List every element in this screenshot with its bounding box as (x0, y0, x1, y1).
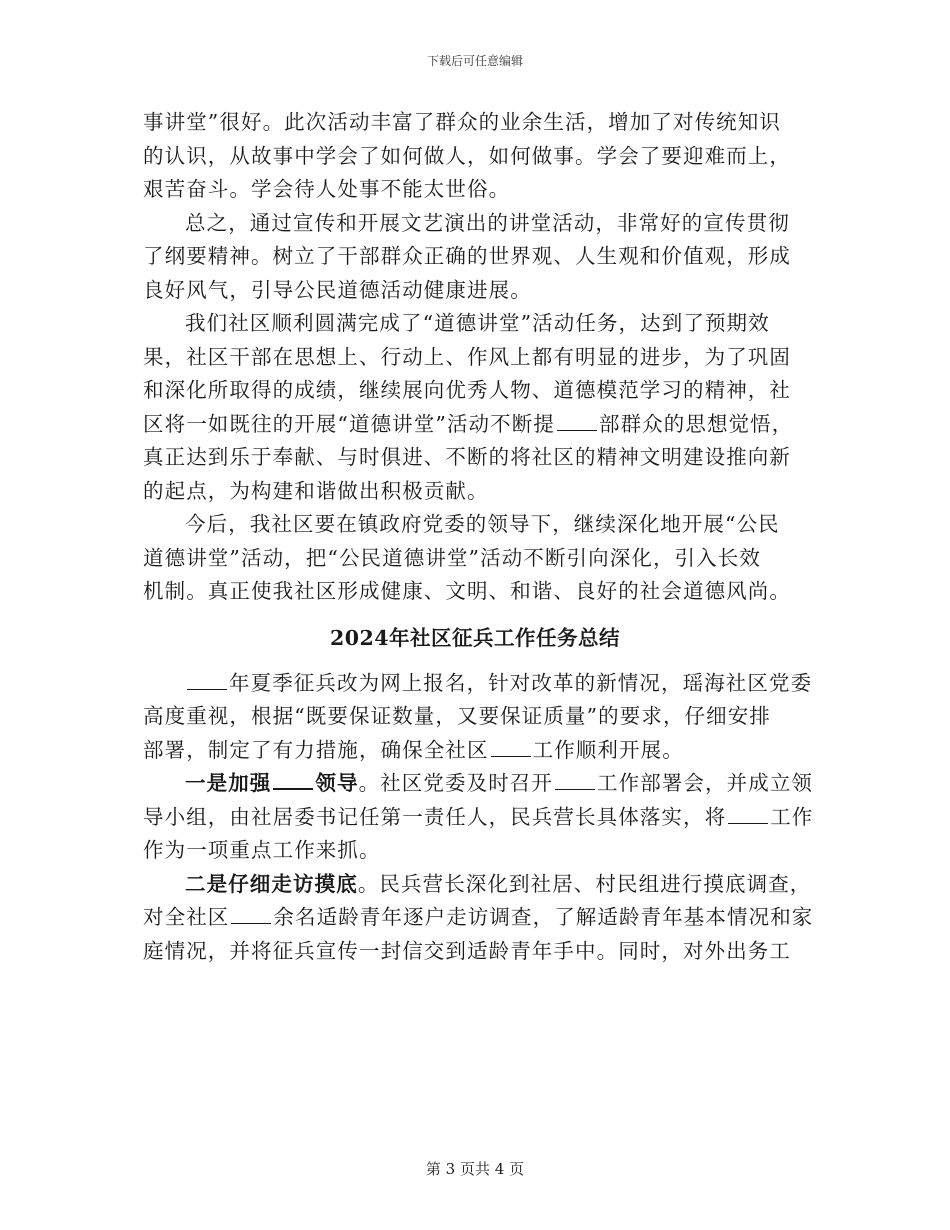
text-segment: 导小组，由社居委书记任第一责任人，民兵营长具体落实，将 (143, 804, 727, 829)
text-segment: 对全社区 (143, 905, 230, 929)
fill-in-blank (273, 770, 313, 790)
fill-in-blank (187, 671, 227, 690)
paragraph (143, 667, 813, 768)
text-line: 事讲堂”很好。此次活动丰富了群众的业余生活，增加了对传统知识 (143, 110, 781, 134)
bold-lead-text: 一是加强 (185, 771, 272, 795)
fill-in-blank (231, 905, 271, 924)
text-line: 今后，我社区要在镇政府党委的领导下，继续深化地开展“公民 (185, 512, 780, 536)
fill-in-blank (557, 412, 597, 431)
page-number: 第 3 页共 4 页 (425, 1160, 525, 1178)
text-segment: 部署，制定了有力措施，确保全社区 (143, 737, 489, 762)
text-segment: 部群众的思想觉悟， (598, 411, 794, 436)
fill-in-blank (555, 771, 595, 790)
fill-in-blank (728, 805, 768, 824)
text-line: 总之，通过宣传和开展文艺演出的讲堂活动，非常好的宣传贯彻 (185, 210, 790, 235)
text-line: 和深化所取得的成绩，继续展向优秀人物、道德模范学习的精神，社 (143, 378, 791, 402)
text-line: 了纲要精神。树立了干部群众正确的世界观、人生观和价值观，形成 (143, 244, 791, 268)
text-line: 我们社区顺利圆满完成了“道德讲堂”活动任务，达到了预期效 (185, 311, 770, 335)
document-body (143, 106, 814, 968)
paragraph (143, 106, 807, 207)
text-line: 庭情况，并将征兵宣传一封信交到适龄青年手中。同时，对外出务工 (143, 938, 791, 963)
text-line (143, 901, 814, 935)
paragraph (143, 508, 807, 609)
paragraph (143, 307, 807, 508)
bold-lead-text: 领导 (315, 771, 359, 795)
bold-lead-text: 二是仔细走访摸底 (185, 871, 358, 896)
text-line: 的起点，为构建和谐做出积极贡献。 (143, 478, 489, 503)
text-line: 真正达到乐于奉献、与时俱进、不断的将社区的精神文明建设推向新 (143, 445, 791, 469)
text-segment: 年夏季征兵改为网上报名，针对改革的新情况，瑶海社区党委 (229, 670, 813, 695)
text-line (143, 408, 807, 442)
text-line: 机制。真正使我社区形成健康、文明、和谐、良好的社会道德风尚。 (143, 579, 791, 603)
text-line: 良好风气，引导公民道德活动健康进展。 (143, 277, 532, 302)
text-segment: 区将一如既往的开展“道德讲堂”活动不断提 (143, 411, 555, 436)
text-segment: 。社区党委及时召开 (358, 771, 554, 795)
fill-in-blank (491, 738, 531, 757)
text-line: 果，社区干部在思想上、行动上、作风上都有明显的进步，为了巩固 (143, 344, 791, 369)
text-line (143, 801, 814, 835)
text-segment: 余名适龄青年逐户走访调查，了解适龄青年基本情况和家 (273, 905, 814, 929)
text-line: 的认识，从故事中学会了如何做人，如何做事。学会了要迎难而上， (143, 143, 791, 168)
text-line (143, 868, 812, 902)
paragraph (143, 207, 807, 308)
text-line: 高度重视，根据“既要保证数量，又要保证质量”的要求，仔细安排 (143, 704, 771, 728)
text-segment: 工作 (770, 804, 814, 829)
page-header-note: 下载后可任意编辑 (426, 54, 523, 68)
paragraph (143, 868, 814, 969)
text-line (143, 667, 813, 701)
paragraph (143, 767, 814, 868)
text-line (143, 734, 807, 768)
text-segment: 工作部署会，并成立领 (597, 771, 814, 795)
text-line: 艰苦奋斗。学会待人处事不能太世俗。 (143, 177, 511, 201)
text-line: 道德讲堂”活动，把“公民道德讲堂”活动不断引向深化，引入长效 (143, 545, 761, 570)
text-segment: 工作顺利开展。 (532, 737, 684, 762)
text-line (143, 767, 814, 801)
text-segment: 。民兵营长深化到社居、村民组进行摸底调查， (357, 871, 812, 896)
text-line: 作为一项重点工作来抓。 (143, 838, 381, 862)
section-title: 2024年社区征兵工作任务总结 (329, 625, 621, 650)
